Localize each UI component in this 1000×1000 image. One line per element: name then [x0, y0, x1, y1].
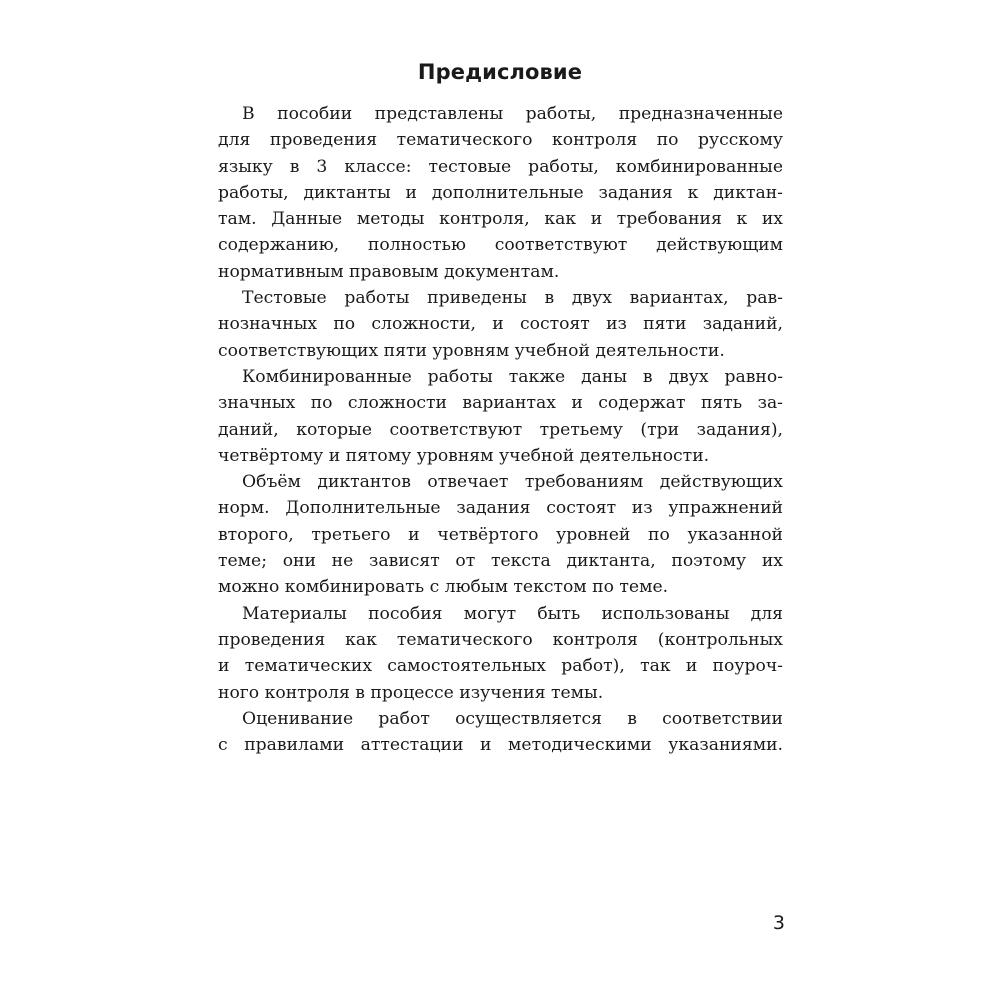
- text-line: Комбинированные работы также даны в двух равно-: [242, 366, 783, 387]
- text-line: нормативным правовым документам.: [218, 261, 560, 282]
- text-line: теме; они не зависят от текста диктанта, поэтому их: [218, 551, 783, 572]
- text-line: норм. Дополнительные задания состоят из упражнений: [218, 498, 783, 519]
- page-title: Предисловие: [417, 60, 583, 84]
- text-line: для проведения тематического контроля по русскому: [218, 130, 783, 151]
- text-line: проведения как тематического контроля (контрольных: [218, 629, 783, 650]
- text-line: Материалы пособия могут быть использованы для: [242, 603, 783, 624]
- text-line: значных по сложности вариантах и содержат пять за-: [218, 393, 783, 414]
- paragraph: [218, 285, 783, 364]
- text-line: содержанию, полностью соответствуют действующим: [218, 235, 783, 256]
- text-line: второго, третьего и четвёртого уровней по указанной: [218, 524, 783, 545]
- text-line: там. Данные методы контроля, как и требования к их: [218, 209, 783, 230]
- text-line: работы, диктанты и дополнительные задания к диктан-: [218, 182, 783, 203]
- paragraph: [218, 364, 783, 469]
- paragraph: [218, 706, 783, 759]
- text-line: нозначных по сложности, и состоят из пяти заданий,: [218, 314, 783, 335]
- text-line: соответствующих пяти уровням учебной деятельности.: [218, 340, 725, 361]
- paragraph: [218, 101, 783, 285]
- text-line: четвёртому и пятому уровням учебной деятельности.: [218, 445, 710, 466]
- text-line: и тематических самостоятельных работ), так и поуроч-: [218, 656, 783, 677]
- text-line: В пособии представлены работы, предназначенные: [242, 104, 783, 124]
- text-line: ного контроля в процессе изучения темы.: [218, 682, 604, 703]
- text-line: даний, которые соответствуют третьему (три задания),: [218, 419, 783, 440]
- page-number: 3: [772, 912, 785, 934]
- text-line: с правилами аттестации и методическими указаниями.: [218, 735, 783, 756]
- text-line: Объём диктантов отвечает требованиям действующих: [242, 472, 783, 493]
- text-line: Оценивание работ осуществляется в соответствии: [242, 708, 783, 729]
- body-text: [218, 101, 783, 758]
- paragraph: [218, 469, 783, 600]
- text-line: можно комбинировать с любым текстом по теме.: [218, 577, 669, 598]
- text-line: Тестовые работы приведены в двух вариантах, рав-: [242, 288, 783, 309]
- text-line: языку в 3 классе: тестовые работы, комбинированные: [218, 156, 783, 177]
- paragraph: [218, 601, 783, 706]
